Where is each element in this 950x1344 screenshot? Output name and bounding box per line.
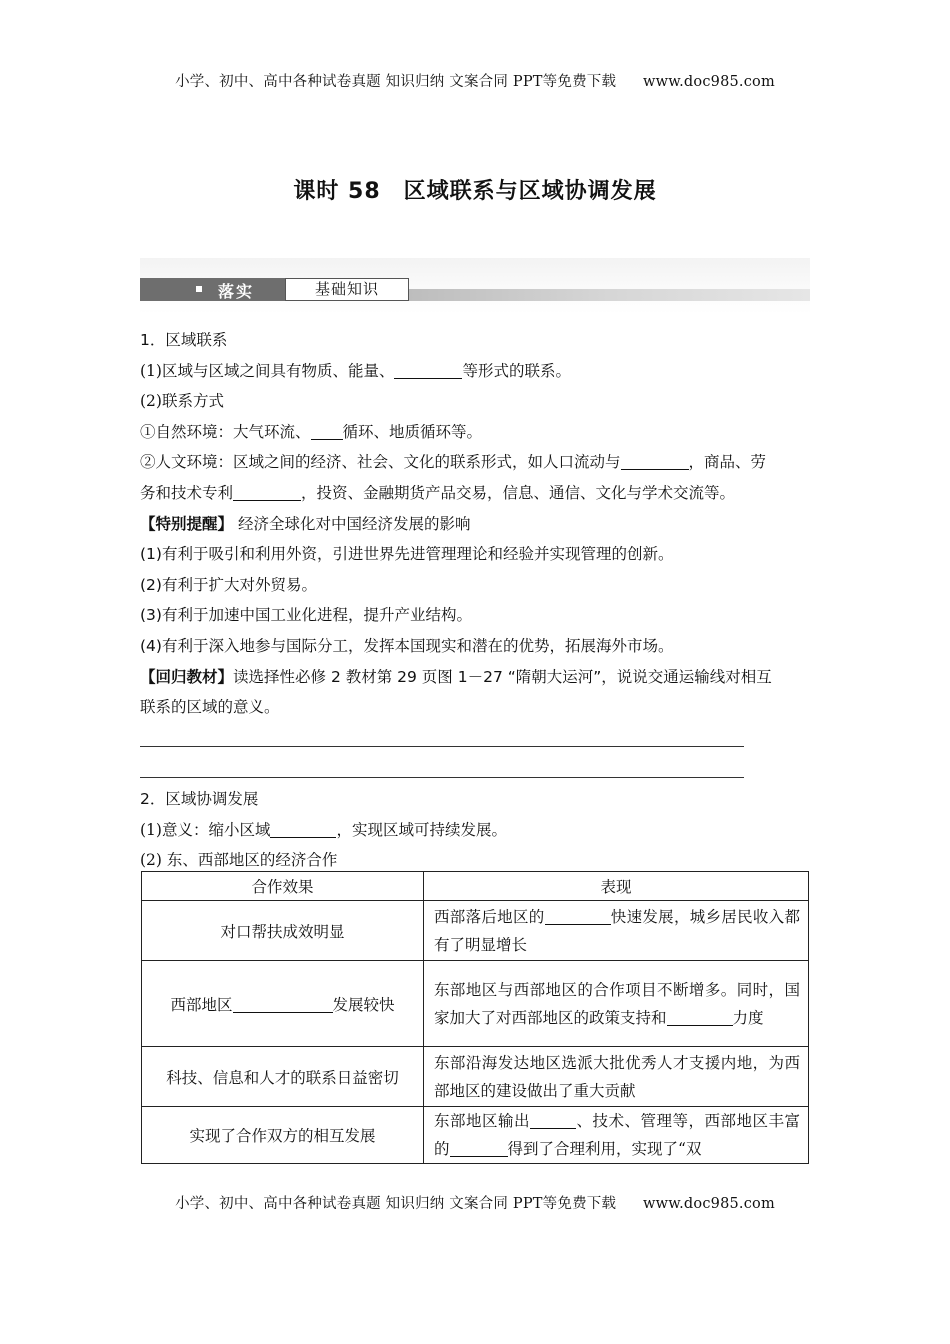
fill-blank[interactable] bbox=[530, 1110, 576, 1129]
footer-promo-text: 小学、初中、高中各种试卷真题 知识归纳 文案合同 PPT等免费下载 bbox=[175, 1196, 617, 1212]
header-promo-text: 小学、初中、高中各种试卷真题 知识归纳 文案合同 PPT等免费下载 bbox=[175, 74, 617, 90]
answer-line[interactable] bbox=[140, 753, 812, 784]
textbook-tag: 【回归教材】 bbox=[140, 667, 234, 686]
desc-cell bbox=[424, 901, 809, 961]
square-bullet-icon bbox=[196, 286, 202, 292]
tip-heading bbox=[140, 509, 812, 540]
text-run: ，投资、金融期货产品交易，信息、通信、文化与学术交流等。 bbox=[301, 483, 736, 502]
desc-cell bbox=[424, 1107, 809, 1164]
text-run: 西部地区 bbox=[170, 995, 233, 1014]
content-body bbox=[140, 325, 812, 876]
banner-stripe bbox=[409, 289, 810, 301]
textbook-line: 联系的区域的意义。 bbox=[140, 698, 280, 717]
section-2-heading: 2．区域协调发展 bbox=[140, 789, 259, 808]
fill-blank[interactable] bbox=[450, 1138, 508, 1157]
effect-cell bbox=[142, 961, 424, 1047]
tip-item: (4)有利于深入地参与国际分工，发挥本国现实和潜在的优势，拓展海外市场。 bbox=[140, 636, 674, 655]
text-run: 、技术、管理等，西部地区丰富的 bbox=[434, 1112, 800, 1158]
fill-blank[interactable] bbox=[621, 451, 689, 470]
section-1-line bbox=[140, 447, 812, 478]
fill-blank[interactable] bbox=[545, 906, 611, 925]
text-run: 发展较快 bbox=[332, 995, 395, 1014]
section-1-heading: 1．区域联系 bbox=[140, 331, 228, 349]
table-row bbox=[142, 1047, 809, 1107]
section-1-line bbox=[140, 478, 812, 509]
table-header-cell: 合作效果 bbox=[142, 872, 424, 901]
section-2-line bbox=[140, 815, 812, 846]
table-row bbox=[142, 901, 809, 961]
banner-tag bbox=[140, 278, 285, 301]
text-run: 等形式的联系。 bbox=[462, 361, 571, 380]
fill-blank[interactable] bbox=[667, 1007, 733, 1026]
fill-blank[interactable] bbox=[233, 994, 333, 1013]
text-run: 快速发展，城乡居民收入都有了明显增长 bbox=[434, 907, 800, 954]
textbook-line bbox=[140, 662, 812, 693]
text-run: (1)区域与区域之间具有物质、能量、 bbox=[140, 361, 395, 380]
text-run: ，商品、劳 bbox=[688, 453, 767, 472]
desc-cell: 东部沿海发达地区选派大批优秀人才支援内地，为西部地区的建设做出了重大贡献 bbox=[424, 1047, 809, 1107]
section-1-line bbox=[140, 356, 812, 387]
fill-blank[interactable] bbox=[394, 360, 462, 379]
tip-title: 经济全球化对中国经济发展的影响 bbox=[237, 514, 471, 533]
section-2-line: (2) 东、西部地区的经济合作 bbox=[140, 851, 338, 870]
page-header bbox=[0, 70, 950, 91]
tip-item: (1)有利于吸引和利用外资，引进世界先进管理理论和经验并实现管理的创新。 bbox=[140, 545, 674, 564]
tip-tag: 【特别提醒】 bbox=[140, 514, 234, 533]
effect-cell: 实现了合作双方的相互发展 bbox=[142, 1107, 424, 1164]
text-run: 西部落后地区的 bbox=[434, 907, 545, 926]
section-1-line bbox=[140, 417, 812, 448]
effect-cell: 对口帮扶成效明显 bbox=[142, 901, 424, 961]
banner-tag-label: 落实 bbox=[218, 282, 255, 301]
table-row bbox=[142, 961, 809, 1047]
table-row bbox=[142, 1107, 809, 1164]
fill-blank[interactable] bbox=[270, 819, 336, 838]
desc-cell bbox=[424, 961, 809, 1047]
tip-item: (3)有利于加速中国工业化进程，提升产业结构。 bbox=[140, 606, 472, 625]
text-run: 循环、地质循环等。 bbox=[342, 422, 483, 441]
text-run: 力度 bbox=[732, 1008, 764, 1027]
header-url[interactable]: www.doc985.com bbox=[642, 74, 775, 90]
section-banner bbox=[140, 258, 810, 314]
page-footer bbox=[0, 1192, 950, 1213]
text-run: 东部地区与西部地区的合作项目不断增多。同时，国家加大了对西部地区的政策支持和 bbox=[434, 980, 800, 1027]
text-run: 东部地区输出 bbox=[434, 1112, 530, 1130]
banner-label: 基础知识 bbox=[285, 278, 409, 301]
text-run: 务和技术专利 bbox=[140, 483, 234, 502]
fill-blank[interactable] bbox=[233, 482, 301, 501]
text-run: 得到了合理利用，实现了“双 bbox=[507, 1140, 702, 1158]
textbook-text: 读选择性必修 2 教材第 29 页图 1－27 “隋朝大运河”，说说交通运输线对相互 bbox=[233, 667, 772, 686]
text-run: ①自然环境：大气环流、 bbox=[140, 422, 311, 441]
fill-blank[interactable] bbox=[311, 421, 343, 440]
footer-url[interactable]: www.doc985.com bbox=[642, 1196, 775, 1212]
answer-line[interactable] bbox=[140, 723, 812, 754]
text-run: ②人文环境：区域之间的经济、社会、文化的联系形式，如人口流动与 bbox=[140, 453, 621, 472]
effect-cell: 科技、信息和人才的联系日益密切 bbox=[142, 1047, 424, 1107]
section-1-line: (2)联系方式 bbox=[140, 392, 224, 411]
cooperation-table bbox=[141, 871, 809, 1164]
text-run: (1)意义：缩小区域 bbox=[140, 820, 271, 839]
table-header-row bbox=[142, 872, 809, 901]
table-header-cell: 表现 bbox=[424, 872, 809, 901]
page-title: 课时 58 区域联系与区域协调发展 bbox=[293, 179, 657, 204]
text-run: ，实现区域可持续发展。 bbox=[336, 820, 507, 839]
tip-item: (2)有利于扩大对外贸易。 bbox=[140, 575, 317, 594]
